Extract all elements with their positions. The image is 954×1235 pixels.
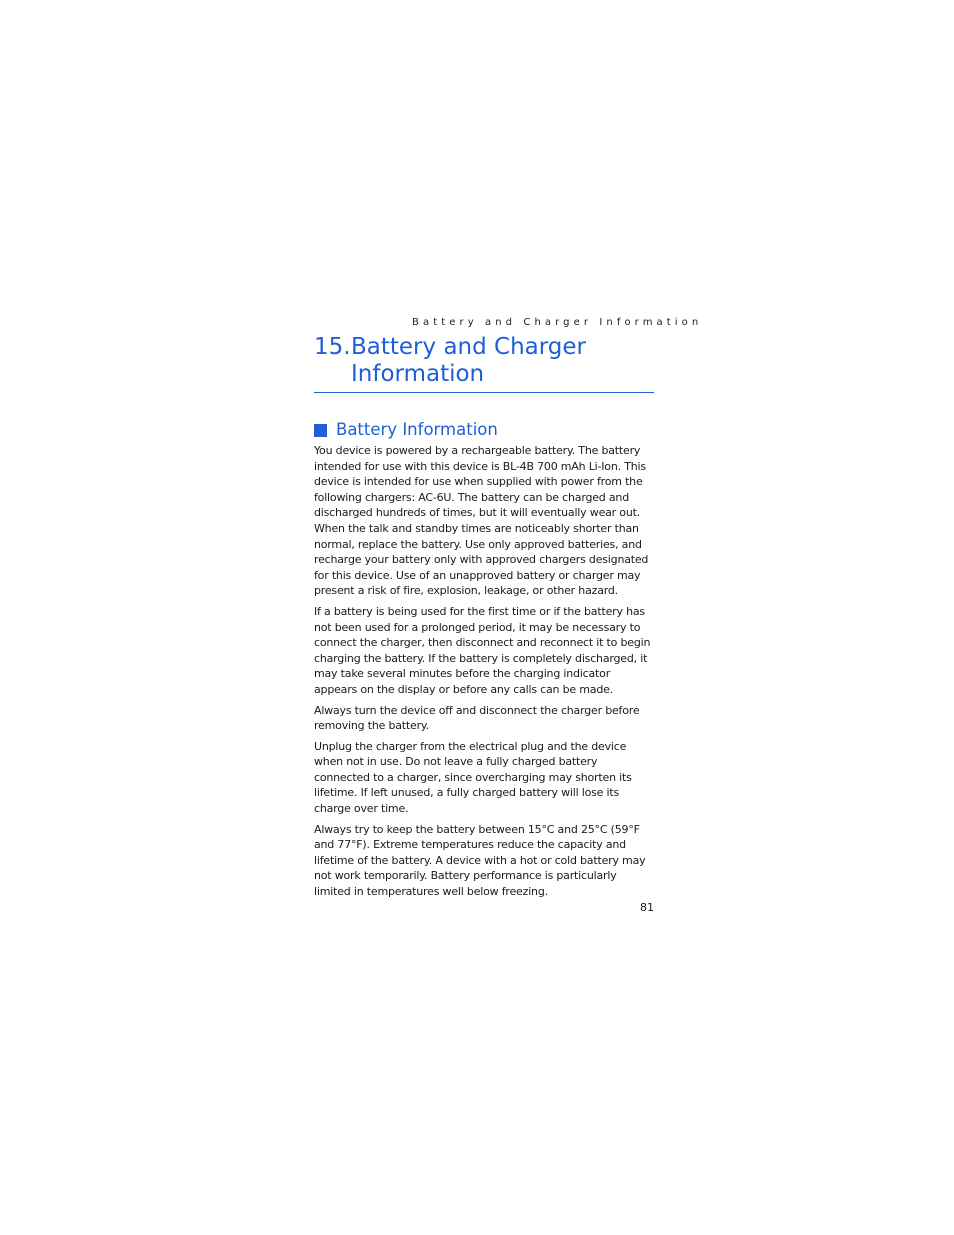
- chapter-title-text: Battery and Charger Information: [351, 334, 587, 387]
- section-title: Battery Information: [336, 420, 498, 439]
- paragraph: You device is powered by a rechargeable battery. The battery intended for use with this device is BL-4B 700 mAh Li-Ion. This device is intended for use when supplied with power from the following chargers: AC-6U. The battery can be charged and discharged hundreds of times, but it will eventually wear out. When the talk and standby times are noticeably shorter than normal, replace the battery. Use only approved batteries, and recharge your battery only with approved chargers designated for this device. Use of an unapproved battery or charger may present a risk of fire, explosion, leakage, or other hazard.: [314, 444, 649, 598]
- paragraph: Always turn the device off and disconnect the charger before removing the battery.: [314, 703, 640, 733]
- chapter-title: [314, 334, 654, 388]
- running-header: Battery and Charger Information: [412, 317, 703, 328]
- chapter-number: 15.: [314, 334, 351, 360]
- square-bullet-icon: [314, 424, 327, 437]
- section-heading: [314, 419, 654, 441]
- paragraph: Always try to keep the battery between 15°C and 25°C (59°F and 77°F). Extreme temperatures reduce the capacity and lifetime of the battery. A device with a hot or cold battery may not work temporarily. Battery performance is particularly limited in temperatures well below freezing.: [314, 822, 646, 899]
- chapter-divider: [314, 392, 654, 393]
- body-text: [314, 443, 654, 905]
- paragraph: If a battery is being used for the first time or if the battery has not been used for a prolonged period, it may be necessary to connect the charger, then disconnect and reconnect it to begin charging the battery. If the battery is completely discharged, it may take several minutes before the charging indicator appears on the display or before any calls can be made.: [314, 604, 651, 696]
- page-number: 81: [640, 901, 654, 914]
- paragraph: Unplug the charger from the electrical plug and the device when not in use. Do not leave a fully charged battery connected to a charger, since overcharging may shorten its lifetime. If left unused, a fully charged battery will lose its charge over time.: [314, 739, 632, 816]
